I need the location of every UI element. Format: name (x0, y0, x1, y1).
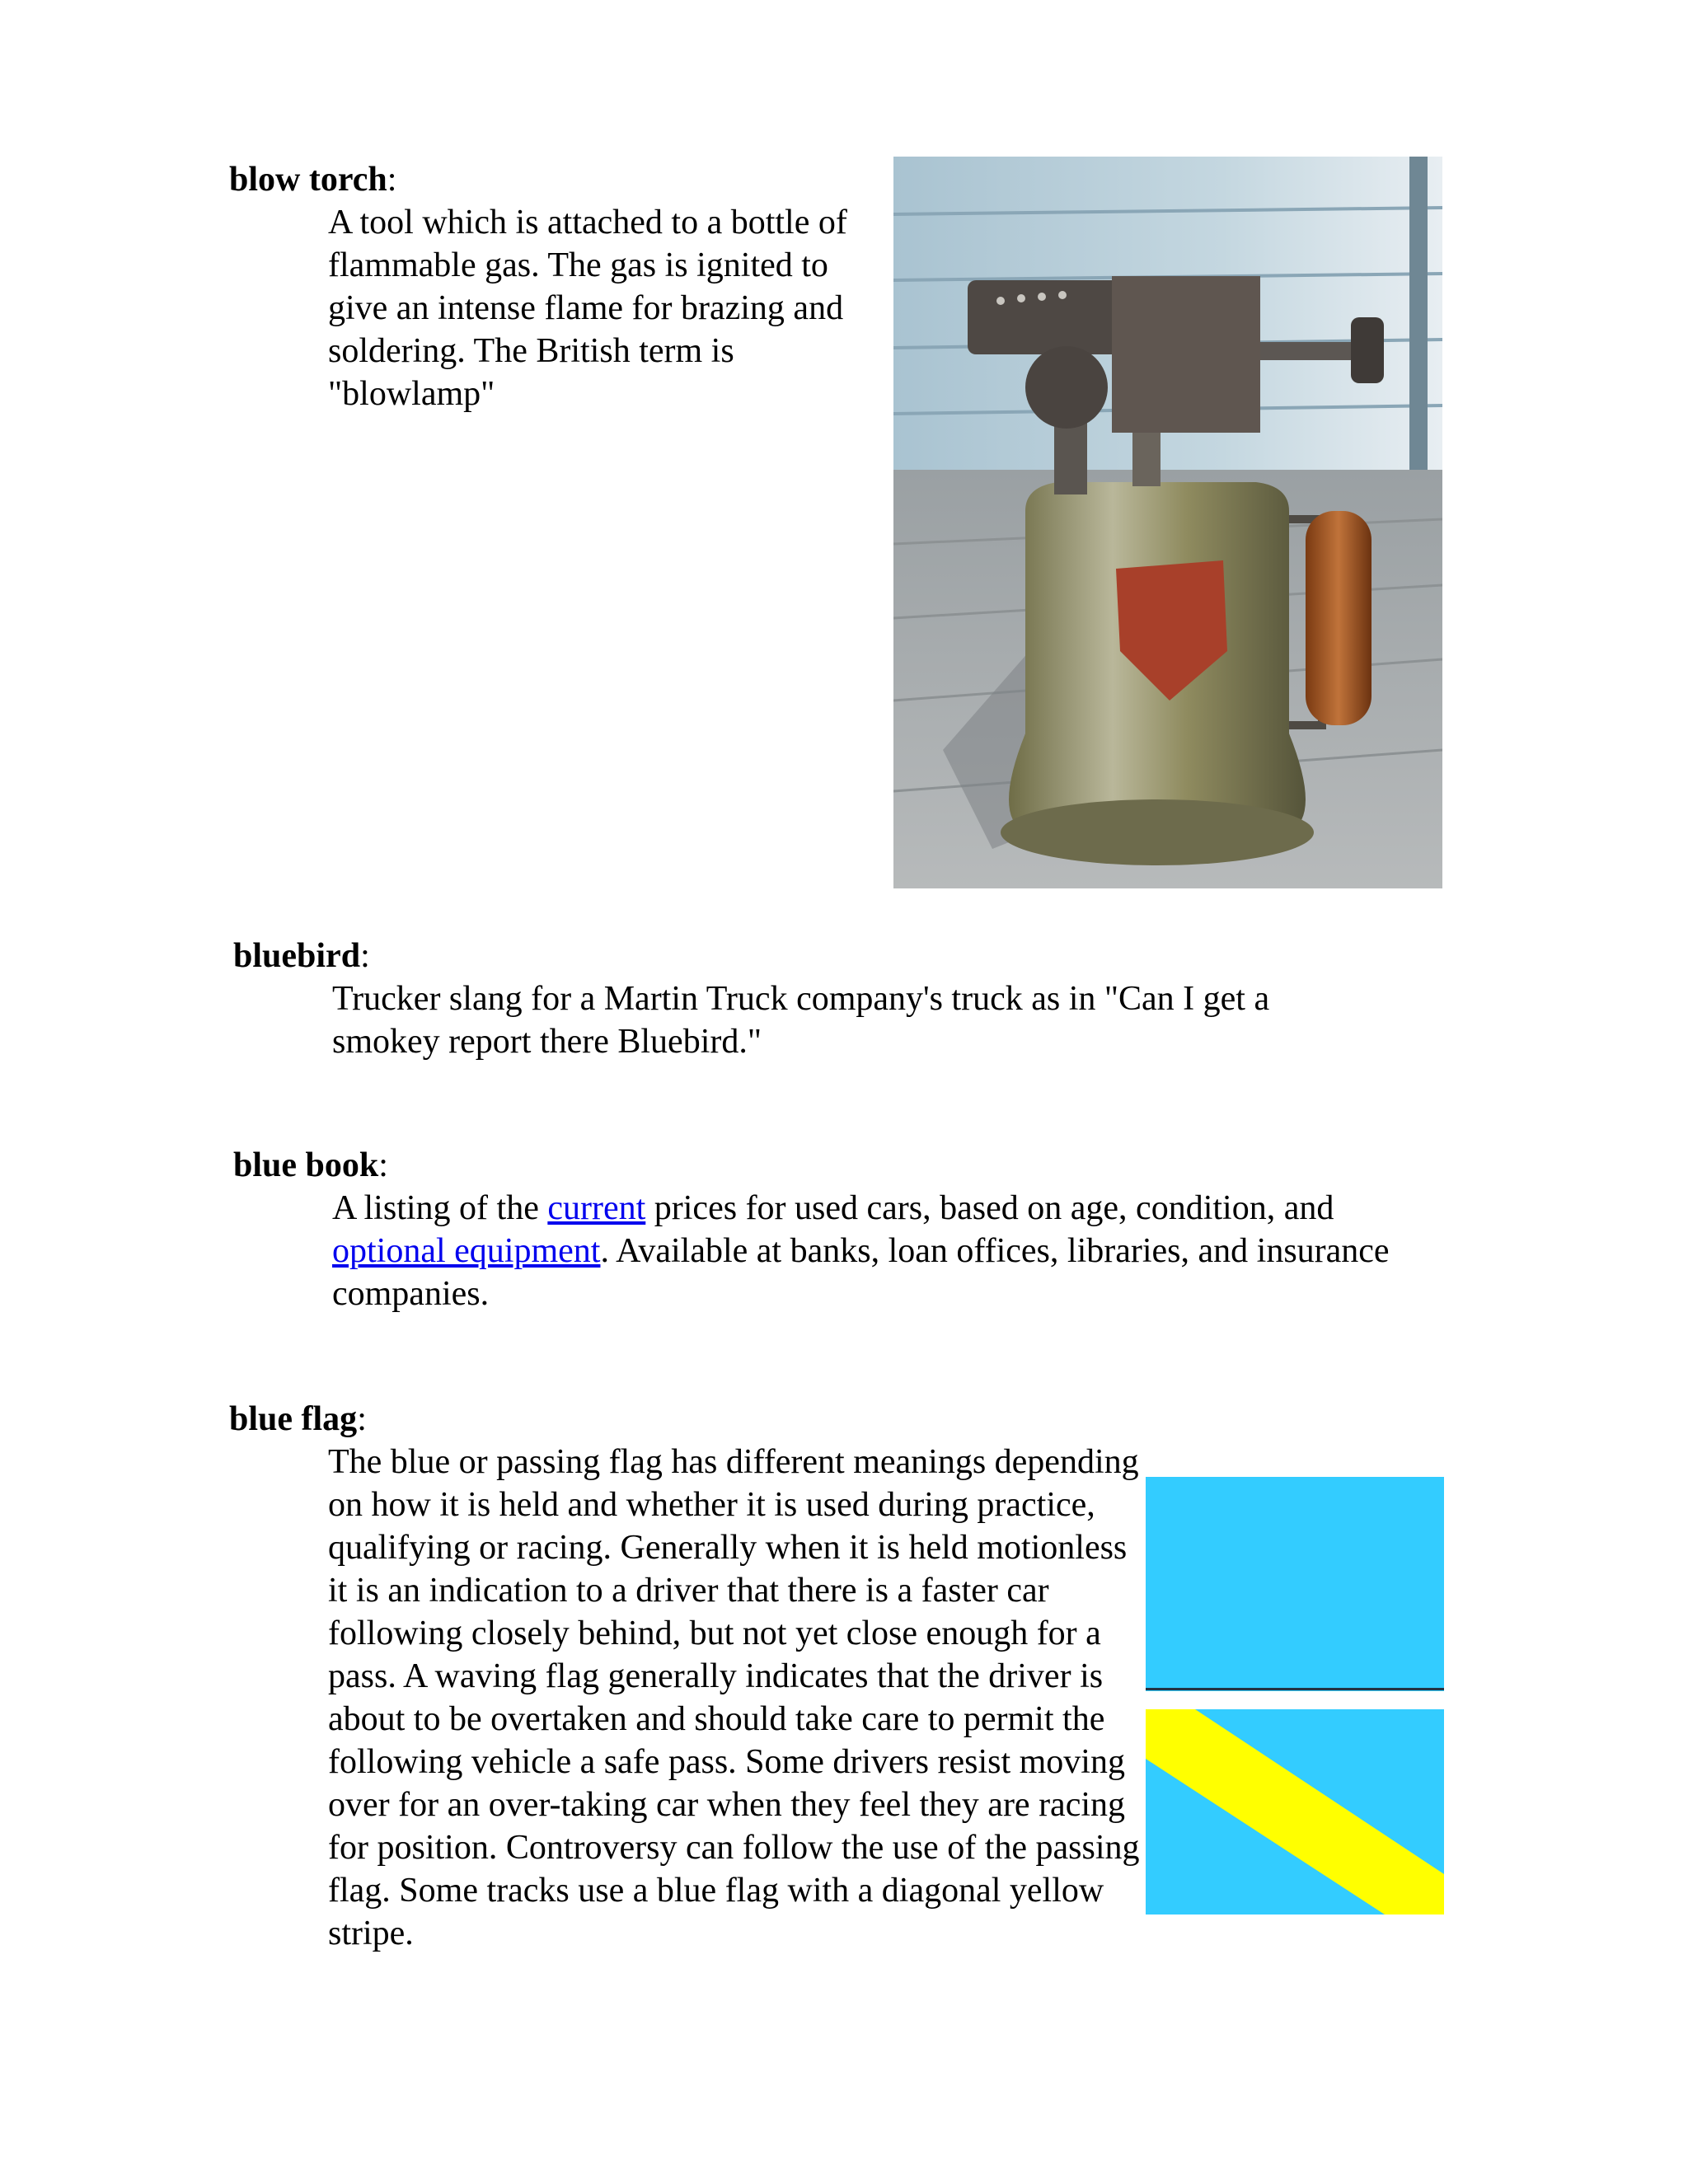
blue-flag-yellow-stripe-image (1146, 1709, 1444, 1915)
definition-blue-book-post: . Available at banks, loan offices, libraries, and insurance companies. (332, 1232, 1390, 1313)
term-blue-book: blue book: (233, 1146, 388, 1184)
definition-blue-book-pre: A listing of the (332, 1189, 548, 1227)
link-current[interactable]: current (547, 1189, 646, 1227)
term-blue-book-label: blue book (233, 1146, 379, 1184)
link-optional-equipment[interactable]: optional equipment (332, 1232, 601, 1270)
term-blow-torch: blow torch: (229, 161, 397, 199)
definition-bluebird: Trucker slang for a Martin Truck company's truck as in "Can I get a smokey report there Bluebird." (332, 980, 1270, 1061)
definition-blue-book-mid: prices for used cars, based on age, condition, and (645, 1189, 1334, 1227)
blue-flag-underline (1146, 1688, 1444, 1690)
term-bluebird: bluebird: (233, 937, 370, 975)
term-bluebird-label: bluebird (233, 937, 361, 975)
blue-flag-image (1146, 1477, 1444, 1691)
term-blow-torch-label: blow torch (229, 161, 387, 199)
term-blue-flag: blue flag: (229, 1400, 367, 1438)
term-blue-flag-label: blue flag (229, 1400, 358, 1438)
definition-blue-flag: The blue or passing flag has different meanings depending on how it is held and whether it is used during practice, qualifying or racing. Generally when it is held motionless it is an indication to a driver that there is a faster car following closely behind, but not yet close enough for a pass. A waving flag generally indicates that the driver is about to be overtaken and should take care to permit the following vehicle a safe pass. Some drivers resist moving over for an over-taking car when they feel they are racing for position. Controversy can follow the use of the passing flag. Some tracks use a blue flag with a diagonal yellow stripe. (328, 1443, 1140, 1952)
definition-blue-book (332, 1187, 1437, 1315)
definition-blow-torch: A tool which is attached to a bottle of flammable gas. The gas is ignited to give an intense flame for brazing and soldering. The British term is "blowlamp" (328, 204, 847, 413)
blow-torch-photo (893, 157, 1442, 888)
